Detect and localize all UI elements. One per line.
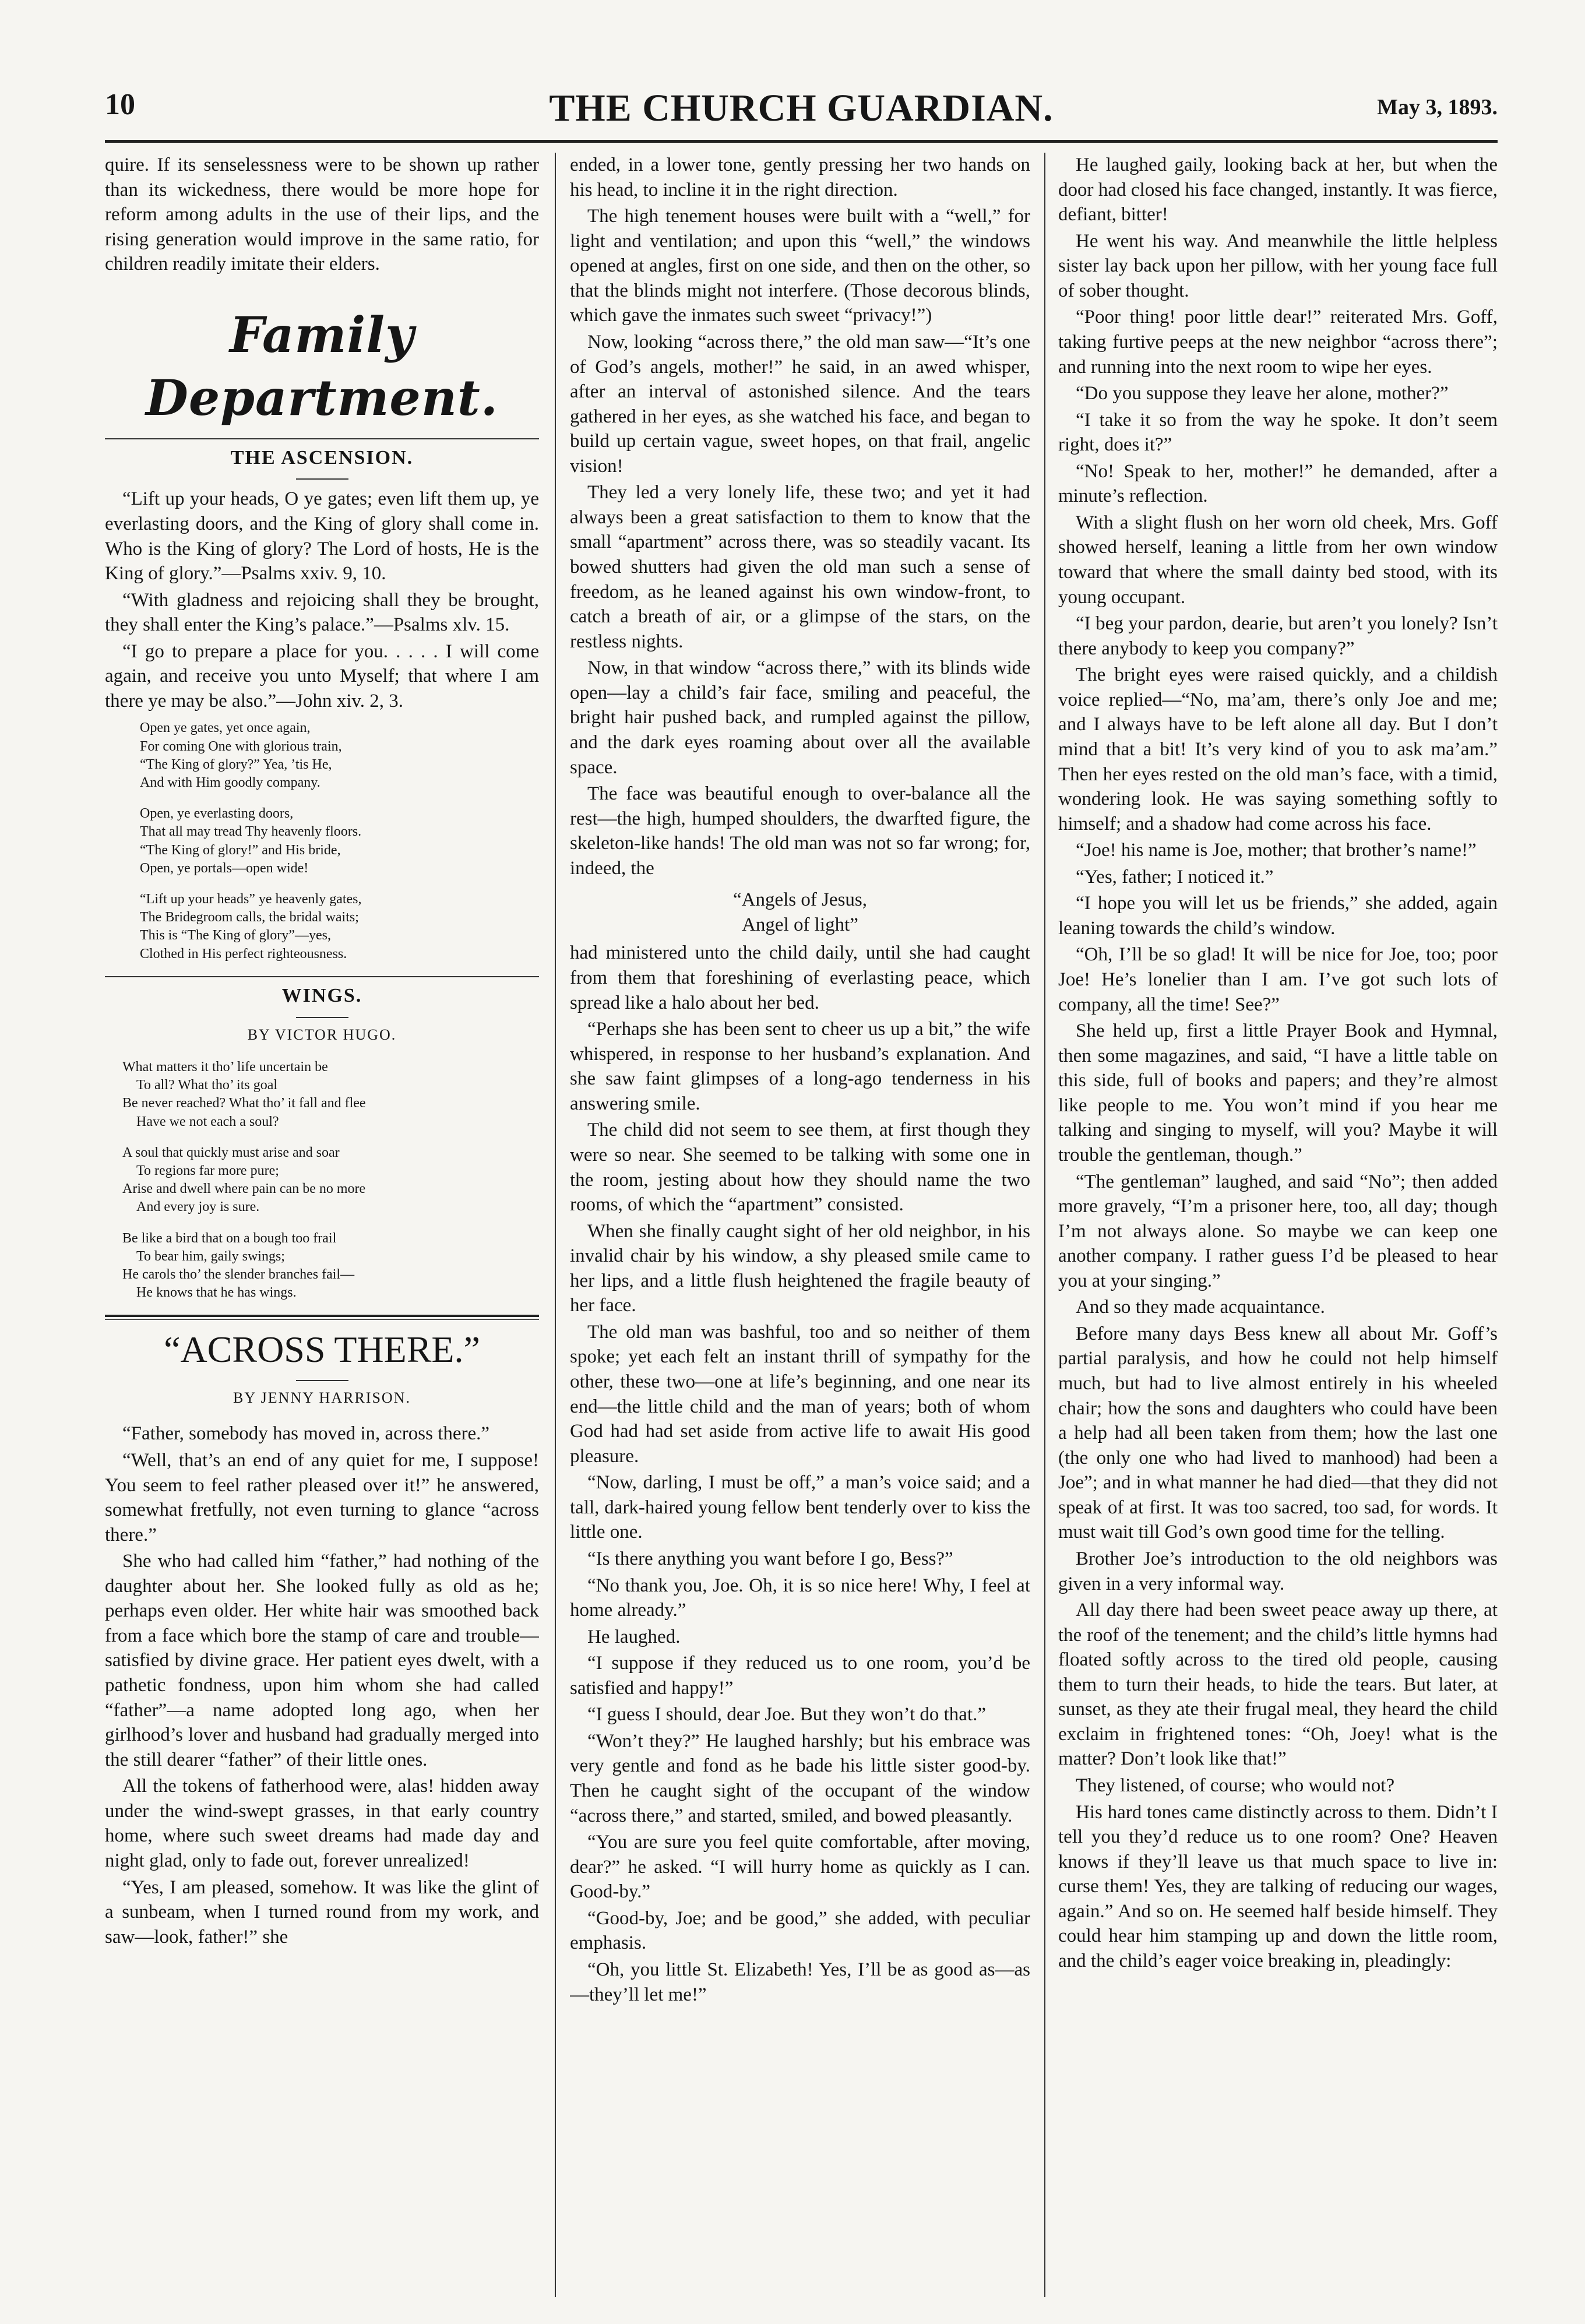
poem-line: Be never reached? What tho’ it fall and flee (122, 1096, 366, 1111)
paragraph: “Oh, I’ll be so glad! It will be nice for Joe, too; poor Joe! He’s lonelier than I am. I’ve got such lots of company, all the time! See?” (1058, 944, 1498, 1015)
paragraph: They led a very lonely life, these two; and yet it had always been a great satisfaction to them to know that the small “apartment” across there, was so steadily vacant. Its bowed shutters had given the old man such a sense of freedom, as he leaned against his own window-front, to catch a breath of air, or a glimpse of the stars, on the restless nights. (570, 482, 1030, 652)
poem-line: Open, ye everlasting doors, (140, 806, 294, 822)
paragraph: “I hope you will let us be friends,” she added, again leaning towards the child’s window. (1058, 893, 1498, 939)
paragraph: “I take it so from the way he spoke. It don’t seem right, does it?” (1058, 409, 1498, 456)
paragraph: He laughed. (587, 1626, 681, 1647)
poem-line: To all? What tho’ its goal (136, 1078, 278, 1093)
paragraph: The child did not seem to see them, at first though they were so near. She seemed to be talking with some one in the room, jesting about how they should name the two rooms, of which the “apartment” consisted. (570, 1119, 1030, 1216)
page-number: 10 (105, 88, 135, 121)
poem-line: A soul that quickly must arise and soar (122, 1145, 340, 1160)
paragraph: “I guess I should, dear Joe. But they won’t do that.” (587, 1704, 987, 1726)
paragraph: “Perhaps she has been sent to cheer us up a bit,” the wife whispered, in response to her husband’s explanation. And she saw faint glimpses of a long-ago tenderness in his answering smile. (570, 1019, 1030, 1114)
paragraph: “No! Speak to her, mother!” he demanded, after a minute’s reflection. (1058, 460, 1498, 507)
poem-line: And every joy is sure. (136, 1199, 260, 1215)
paragraph: “Is there anything you want before I go, Bess?” (587, 1548, 953, 1569)
paragraph: “Oh, you little St. Elizabeth! Yes, I’ll be as good as—as—they’ll let me!” (570, 1959, 1030, 2005)
paragraph: Now, in that window “across there,” with its blinds wide open—lay a child’s fair face, smiling and peaceful, the bright hair pushed back, and rumpled against the pillow, and the dark eyes roaming about over all the available space. (570, 657, 1030, 778)
poem-line: Arise and dwell where pain can be no more (122, 1181, 366, 1197)
poem-stanza (122, 1230, 539, 1302)
section-rule (105, 1315, 539, 1317)
paragraph: Brother Joe’s introduction to the old neighbors was given in a very informal way. (1058, 1548, 1498, 1594)
article-title-ascension: THE ASCENSION. (230, 446, 414, 469)
paragraph: He went his way. And meanwhile the little helpless sister lay back upon her pillow, with her young face full of sober thought. (1058, 230, 1498, 301)
paragraph: The bright eyes were raised quickly, and a childish voice replied—“No, ma’am, there’s only Joe and me; and I always have to be left alone all day. But I don’t mind that a bit! It’s very kind of you to ask ma’am.” Then her eyes rested on the old man’s face, with a timid, wondering look. He was saying something softly to himself; and a shadow had come across his face. (1058, 664, 1498, 834)
poem-line: And with Him goodly company. (140, 775, 320, 791)
scripture-quote: “I go to prepare a place for you. . . . . I will come again, and receive you unto Myself; that where I am there ye may be also.”—John xiv. 2, 3. (105, 640, 539, 712)
issue-date: May 3, 1893. (1377, 95, 1498, 119)
verse-line: “Angels of Jesus, (732, 889, 868, 911)
paragraph: The face was beautiful enough to over-balance all the rest—the high, humped shoulders, the dwarfted figure, the skeleton-like hands! The old man was not so far wrong; for, indeed, the (570, 783, 1030, 879)
paragraph: She held up, first a little Prayer Book and Hymnal, then some magazines, and said, “I have a little table on this side, full of books and papers; and they’re almost like people to me. You won’t mind if you hear me talking and singing to myself, will you? Maybe it will trouble the gentleman, though.” (1058, 1020, 1498, 1165)
poem-stanza (140, 805, 539, 878)
paragraph: “I suppose if they reduced us to one room, you’d be satisfied and happy!” (570, 1653, 1030, 1699)
column-rule (1044, 153, 1045, 2297)
paragraph: With a slight flush on her worn old cheek, Mrs. Goff showed herself, leaning a little from her own window toward that where the small dainty bed stood, with its young occupant. (1058, 512, 1498, 608)
poem-line: “The King of glory?” Yea, ’tis He, (140, 756, 332, 772)
paragraph: quire. If its senselessness were to be shown up rather than its wickedness, there would be more hope for reform among adults in the use of their lips, and the rising generation would improve in the same ratio, for children readily imitate their elders. (105, 154, 539, 275)
poem-wings (122, 1058, 539, 1302)
newspaper-title: THE CHURCH GUARDIAN. (549, 87, 1054, 129)
byline: BY JENNY HARRISON. (233, 1389, 411, 1406)
paragraph: When she finally caught sight of her old neighbor, in his invalid chair by his window, a shy pleased smile came to her lips, and a little flush heightened the fragile beauty of her face. (570, 1220, 1030, 1316)
poem-line: To regions far more pure; (136, 1163, 279, 1179)
paragraph: The high tenement houses were built with a “well,” for light and ventilation; and upon this “well,” the windows opened at angles, first on one side, and then on the other, so that the blinds might not interfere. (Those decorous blinds, which gave the inmates such sweet “privacy!”) (570, 206, 1030, 326)
poem-line: To bear him, gaily swings; (136, 1248, 285, 1264)
column-1 (105, 153, 539, 2303)
paragraph: He laughed gaily, looking back at her, but when the door had closed his face changed, instantly. It was fierce, defiant, bitter! (1058, 154, 1498, 226)
poem-line: “Lift up your heads” ye heavenly gates, (140, 891, 362, 907)
article-title-wings: WINGS. (281, 984, 362, 1006)
paragraph: She who had called him “father,” had nothing of the daughter about her. She looked fully as old as he; perhaps even older. Her white hair was smoothed back from a face which bore the stamp of care and trouble—satisfied by divine grace. Her patient eyes dwelt, with a pathetic fondness, upon him whom she had called “father”—a name adopted long ago, when her girlhood’s lover and husband had gradually merged into the still dearer “father” of their little ones. (105, 1551, 539, 1770)
poem-stanza (122, 1058, 539, 1131)
verse-line: Angel of light” (742, 914, 858, 935)
poem-line: For coming One with glorious train, (140, 738, 342, 754)
poem-line: He carols tho’ the slender branches fail— (122, 1266, 355, 1282)
poem-line: “The King of glory!” and His bride, (140, 842, 341, 858)
poem-line: Clothed in His perfect righteousness. (140, 946, 347, 962)
title-rule (296, 1017, 348, 1018)
masthead-rule (105, 140, 1498, 143)
poem-line: That all may tread Thy heavenly floors. (140, 824, 362, 840)
paragraph: All the tokens of fatherhood were, alas! hidden away under the wind-swept grasses, in that early country home, where such sweet dreams had made day and night glad, only to fade out, forever unrealized! (105, 1776, 539, 1871)
paragraph: They listened, of course; who would not? (1076, 1775, 1395, 1796)
paragraph: “I beg your pardon, dearie, but aren’t you lonely? Isn’t there anybody to keep you company?” (1058, 613, 1498, 659)
poem-line: He knows that he has wings. (136, 1285, 297, 1301)
paragraph: had ministered unto the child daily, until she had caught from them that foreshining of everlasting peace, which spread like a halo about her bed. (570, 942, 1030, 1013)
paragraph: “Yes, father; I noticed it.” (1076, 866, 1274, 888)
poem-line: Have we not each a soul? (136, 1114, 279, 1129)
paragraph: “Poor thing! poor little dear!” reiterated Mrs. Goff, taking furtive peeps at the new neighbor “across there”; and running into the next room to wipe her eyes. (1058, 307, 1498, 378)
inline-verse (570, 888, 1030, 937)
poem-line: Open, ye portals—open wide! (140, 860, 309, 876)
paragraph: Now, looking “across there,” the old man saw—“It’s one of God’s angels, mother!” he said, in an awed whisper, after an interval of astonished silence. And the tears gathered in her eyes, as she watched his face, and began to build up certain vague, sweet hopes, on that frail, angelic vision! (570, 331, 1030, 477)
poem-stanza (140, 890, 539, 963)
scripture-quote: “Lift up your heads, O ye gates; even lift them up, ye everlasting doors, and the King of glory shall come in. Who is the King of glory? The Lord of hosts, He is the King of glory.”—Psalms xxiv. 9, 10. (105, 488, 539, 584)
poem-line: Be like a bird that on a bough too frail (122, 1230, 337, 1246)
masthead (105, 87, 1498, 134)
poem-stanza (122, 1144, 539, 1217)
paragraph: All day there had been sweet peace away up there, at the roof of the tenement; and the child’s little hymns had floated softly across to the tired old people, causing them to turn their heads, to hide the tears. But later, at sunset, as they ate their frugal meal, they heard the child exclaim in frightened tones: “Oh, Joey! what is the matter? Don’t look like that!” (1058, 1600, 1498, 1770)
paragraph: “Do you suppose they leave her alone, mother?” (1076, 383, 1449, 404)
poem-ascension (140, 719, 539, 963)
byline: BY VICTOR HUGO. (247, 1026, 397, 1043)
column-2 (570, 153, 1030, 2303)
poem-line: What matters it tho’ life uncertain be (122, 1059, 328, 1075)
title-rule (296, 478, 348, 480)
section-rule (105, 438, 539, 439)
paragraph: “Joe! his name is Joe, mother; that brother’s name!” (1076, 840, 1477, 861)
section-rule (105, 976, 539, 977)
column-rule (555, 153, 556, 2297)
poem-line: This is “The King of glory”—yes, (140, 928, 331, 943)
paragraph: “Now, darling, I must be off,” a man’s voice said; and a tall, dark-haired young fellow bent tenderly over to kiss the little one. (570, 1472, 1030, 1543)
paragraph: “Good-by, Joe; and be good,” she added, with peculiar emphasis. (570, 1907, 1030, 1954)
paragraph: “Well, that’s an end of any quiet for me, I suppose! You seem to feel rather pleased over it!” he answered, somewhat fretfully, not even turning to glance “across there.” (105, 1449, 539, 1545)
paragraph: “No thank you, Joe. Oh, it is so nice here! Why, I feel at home already.” (570, 1575, 1030, 1621)
article-title-across-there: “ACROSS THERE.” (164, 1329, 480, 1371)
paragraph: ended, in a lower tone, gently pressing her two hands on his head, to incline it in the right direction. (570, 154, 1030, 200)
department-heading: Family Department. (146, 305, 498, 427)
poem-stanza (140, 719, 539, 792)
paragraph: “You are sure you feel quite comfortable, after moving, dear?” he asked. “I will hurry home as quickly as I can. Good-by.” (570, 1832, 1030, 1903)
poem-line: The Bridegroom calls, the bridal waits; (140, 910, 359, 925)
paragraph: “Father, somebody has moved in, across there.” (122, 1423, 490, 1445)
paragraph: “The gentleman” laughed, and said “No”; then added more gravely, “I’m a prisoner here, too, all day; though I’m not always alone. So maybe we can keep one another company. I rather guess I’d be pleased to hear you at your singing.” (1058, 1171, 1498, 1291)
paragraph: The old man was bashful, too and so neither of them spoke; yet each felt an instant thrill of sympathy for the other, these two—one at life’s beginning, and one near its end—the little child and the man of years; both of whom God had had set aside from active life to await His good pleasure. (570, 1321, 1030, 1467)
poem-line: Open ye gates, yet once again, (140, 720, 311, 736)
title-rule (296, 1380, 348, 1381)
paragraph: “Yes, I am pleased, somehow. It was like the glint of a sunbeam, when I turned round from my work, and saw—look, father!” she (105, 1876, 539, 1948)
paragraph: His hard tones came distinctly across to them. Didn’t I tell you they’d reduce us to one room? One? Heaven knows if they’ll leave us that much space to live in: curse them! Yes, they are talking of reducing our wages, again.” And so on. He seemed half beside himself. They could hear him stamping up and down the little room, and the child’s eager voice breaking in, pleadingly: (1058, 1801, 1498, 1971)
section-rule (105, 1319, 539, 1320)
paragraph: “Won’t they?” He laughed harshly; but his embrace was very gentle and fond as he bade his little sister good-by. Then he caught sight of the occupant of the window “across there,” and started, smiled, and bowed pleasantly. (570, 1730, 1030, 1826)
column-3 (1058, 153, 1498, 2303)
paragraph: And so they made acquaintance. (1076, 1297, 1325, 1318)
paragraph: Before many days Bess knew all about Mr. Goff’s partial paralysis, and how he could not help himself much, but had to live almost entirely in his wheeled chair; how the sons and daughters who could have been a help had all been taken from them; how the last one (the only one who had lived to manhood) had been a Joe”; and in what manner he had died—that they did not speak of at first. It was too sacred, too sad, for words. It must wait till God’s own good time for the telling. (1058, 1323, 1498, 1543)
scripture-quote: “With gladness and rejoicing shall they be brought, they shall enter the King’s palace.”—Psalms xlv. 15. (105, 589, 539, 636)
